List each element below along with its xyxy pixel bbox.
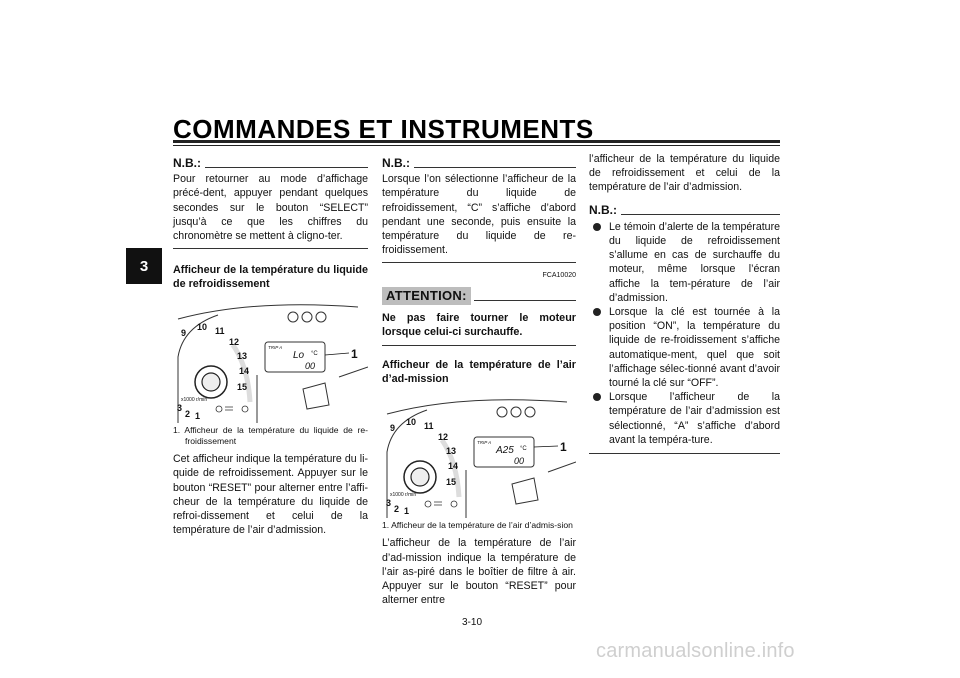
reference-code: FCA10020 — [542, 272, 576, 280]
body-coolant: Cet afficheur indique la température du li-quide de refroidissement. Appuyer sur le bouton “RESET” pour alterner entre l’affi-cheur de la température du liquide de refroi-dissement et celui de la température de l’air d’admission. — [173, 453, 368, 537]
gear-label: 2 — [394, 503, 400, 514]
section-heading-coolant: Afficheur de la température du liquide de refroidissement — [173, 264, 368, 291]
title-rule — [173, 140, 780, 143]
dashboard-figure-intake-air — [382, 392, 576, 518]
tick-label: 15 — [237, 382, 248, 393]
tick-label: 14 — [448, 460, 459, 471]
callout-number: 1 — [351, 347, 358, 362]
temperature-unit: °C — [520, 445, 527, 452]
column-2 — [382, 156, 576, 607]
nb-heading — [382, 156, 576, 170]
attention-end-rule — [382, 345, 576, 346]
nb-bullet-list — [589, 220, 780, 447]
tick-label: 11 — [424, 420, 434, 431]
bullet-icon — [593, 393, 601, 401]
figure-caption-coolant: 1. Afficheur de la température du liquide de re-froidissement — [173, 425, 368, 446]
tick-label: 10 — [406, 416, 417, 427]
tick-label: 12 — [229, 337, 240, 348]
rpm-label: x1000 r/min — [181, 397, 208, 404]
tick-label: 9 — [181, 328, 187, 339]
tick-label: 14 — [239, 366, 250, 377]
column-1 — [173, 156, 368, 537]
section-heading-intake-air: Afficheur de la température de l’air d’ad-mission — [382, 358, 576, 385]
list-item: Le témoin d’alerte de la température du liquide de refroidissement s’allume en cas de surchauffe du moteur, même lorsque l’écran affiche la tem-pérature de l’air d’admission. — [589, 220, 780, 305]
trip-label: TRIP A — [477, 439, 492, 445]
page-title: COMMANDES ET INSTRUMENTS — [173, 114, 594, 144]
temperature-reading: Lo — [293, 350, 305, 362]
nb-end-rule — [382, 262, 576, 263]
tick-label: 13 — [237, 351, 248, 362]
attention-text: Ne pas faire tourner le moteur lorsque celui-ci surchauffe. — [382, 311, 576, 338]
attention-label: ATTENTION: — [382, 287, 471, 305]
gear-label: 1 — [195, 411, 201, 422]
attention-heading — [382, 287, 576, 305]
nb-heading — [589, 203, 780, 217]
odometer-reading: 00 — [305, 361, 316, 372]
temperature-unit: °C — [311, 351, 318, 358]
temperature-reading: A25 — [496, 444, 514, 456]
body-continued: l’afficheur de la température du liquide de refroidissement et celui de la température de l’air d’admission. — [589, 153, 780, 194]
tick-label: 10 — [197, 322, 208, 333]
bullet-icon — [593, 223, 601, 231]
nb-text: Pour retourner au mode d’affichage précé-dent, appuyer pendant quelques secondes sur le bouton “SELECT” jusqu’à ce que les chiffres du chronomètre se mettent à cligno-ter. — [173, 173, 368, 243]
nb-label: N.B.: — [382, 156, 410, 170]
title-rule-thin — [173, 145, 780, 146]
trip-label: TRIP A — [268, 345, 283, 351]
callout-number: 1 — [560, 439, 567, 454]
body-intake-air: L’afficheur de la température de l’air d’ad-mission indique la température de l’air as-piré dans le boîtier de filtre à air. Appuyer sur le bouton “RESET” pour alterner entre — [382, 537, 576, 607]
tick-label: 15 — [446, 476, 457, 487]
nb-text: Lorsque l’on sélectionne l’afficheur de la température du liquide de refroidissement, “C” s’affiche d’abord pendant une seconde, puis ensuite la température du liquide de re-froidissement. — [382, 173, 576, 257]
watermark: carmanualsonline.info — [596, 640, 795, 662]
dashboard-figure-coolant — [173, 297, 368, 423]
chapter-tab: 3 — [126, 248, 162, 284]
nb-end-rule — [173, 248, 368, 249]
tick-label: 11 — [215, 326, 225, 337]
nb-label: N.B.: — [173, 156, 201, 170]
gear-label: 1 — [404, 505, 410, 516]
gear-label: 2 — [185, 409, 191, 420]
column-3 — [589, 152, 780, 454]
page-number: 3-10 — [462, 617, 483, 628]
figure-caption-intake-air: 1. Afficheur de la température de l’air d’admis-sion — [382, 519, 573, 530]
tick-label: 12 — [438, 431, 449, 442]
gear-label: 3 — [177, 403, 183, 414]
nb-label: N.B.: — [589, 202, 617, 217]
gear-label: 3 — [386, 497, 392, 508]
bullet-icon — [593, 308, 601, 316]
rpm-label: x1000 r/min — [390, 491, 417, 498]
list-item: Lorsque l’afficheur de la température de l’air d’admission est sélectionné, “A” s’affiche d’abord avant la tempéra-ture. — [589, 390, 780, 447]
list-item: Lorsque la clé est tournée à la position “ON”, la température du liquide de re-froidissement s’affiche automatique-ment, quel que soit l’affichage sélec-tionné avant d’avoir tourné la clé sur “OFF”. — [589, 305, 780, 390]
nb-heading — [173, 156, 368, 170]
nb-end-rule — [589, 453, 780, 454]
odometer-reading: 00 — [514, 455, 525, 466]
tick-label: 9 — [390, 422, 396, 433]
tick-label: 13 — [446, 445, 457, 456]
